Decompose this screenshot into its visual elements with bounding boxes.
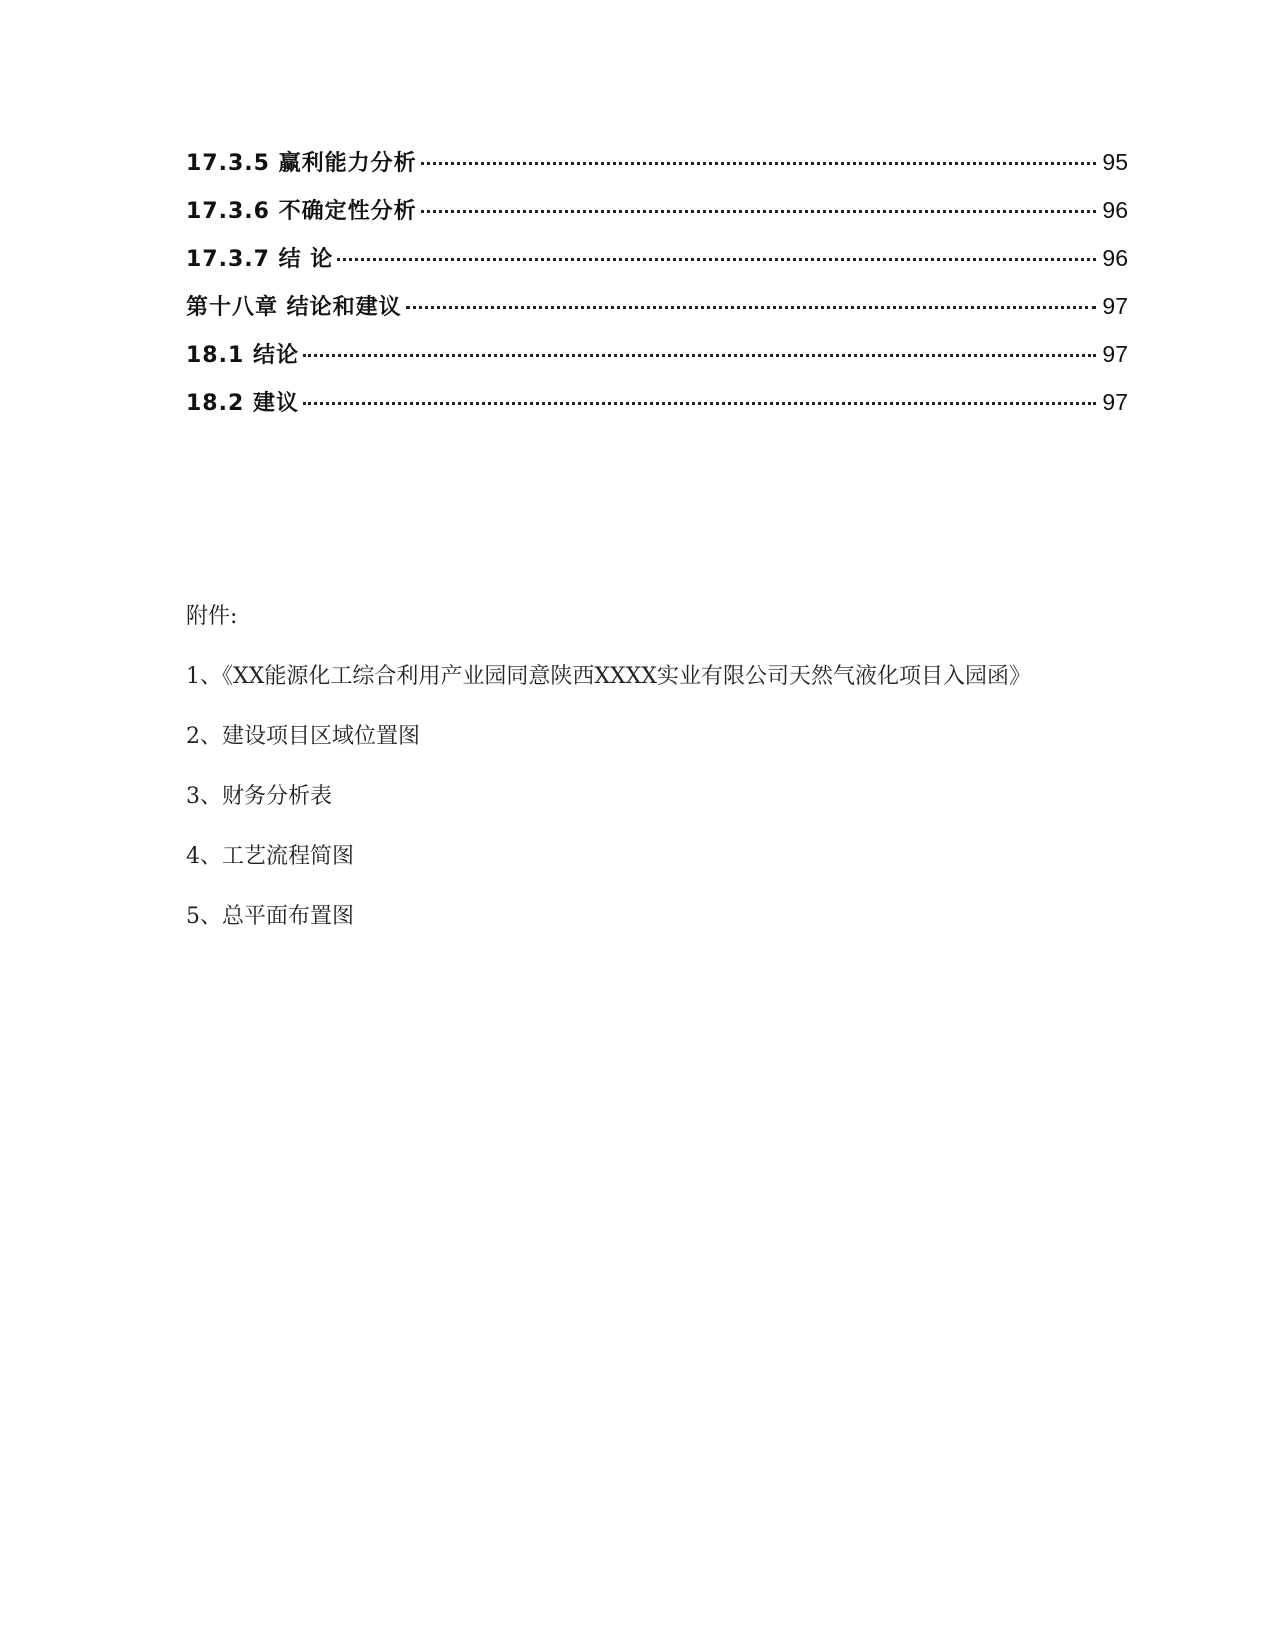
toc-page-number: 96	[1102, 197, 1128, 223]
toc-entry[interactable]	[186, 386, 1128, 434]
toc-page-number: 97	[1102, 293, 1128, 319]
attachment-item: 3、财务分析表	[186, 784, 332, 809]
toc-entry[interactable]	[186, 338, 1128, 386]
attachment-item: 2、建设项目区域位置图	[186, 724, 420, 749]
toc-dot-leader	[421, 162, 1097, 165]
toc-page-number: 95	[1102, 149, 1128, 175]
toc-dot-leader	[303, 354, 1096, 357]
attachment-item: 4、工艺流程简图	[186, 844, 354, 869]
toc-entry-label: 18.2 建议	[186, 391, 299, 416]
toc-dot-leader	[337, 258, 1096, 261]
toc-page-number: 97	[1102, 341, 1128, 367]
attachments-heading: 附件:	[186, 604, 238, 629]
toc-entry-label: 17.3.6 不确定性分析	[186, 199, 417, 224]
attachments-section	[186, 602, 1146, 962]
table-of-contents	[186, 146, 1128, 434]
toc-dot-leader	[303, 402, 1096, 405]
attachment-item: 5、总平面布置图	[186, 904, 354, 929]
toc-entry[interactable]	[186, 242, 1128, 290]
toc-page-number: 97	[1102, 389, 1128, 415]
toc-dot-leader	[406, 306, 1097, 309]
toc-entry[interactable]	[186, 290, 1128, 338]
toc-entry-label: 第十八章 结论和建议	[186, 295, 402, 320]
toc-entry-label: 17.3.5 赢利能力分析	[186, 151, 417, 176]
toc-entry-label: 17.3.7 结 论	[186, 247, 334, 272]
toc-dot-leader	[421, 210, 1097, 213]
toc-page-number: 96	[1102, 245, 1128, 271]
toc-entry-label: 18.1 结论	[186, 343, 299, 368]
toc-entry[interactable]	[186, 146, 1128, 194]
attachment-item: 1、《XX能源化工综合利用产业园同意陕西XXXX实业有限公司天然气液化项目入园函》	[186, 664, 1031, 689]
toc-entry[interactable]	[186, 194, 1128, 242]
